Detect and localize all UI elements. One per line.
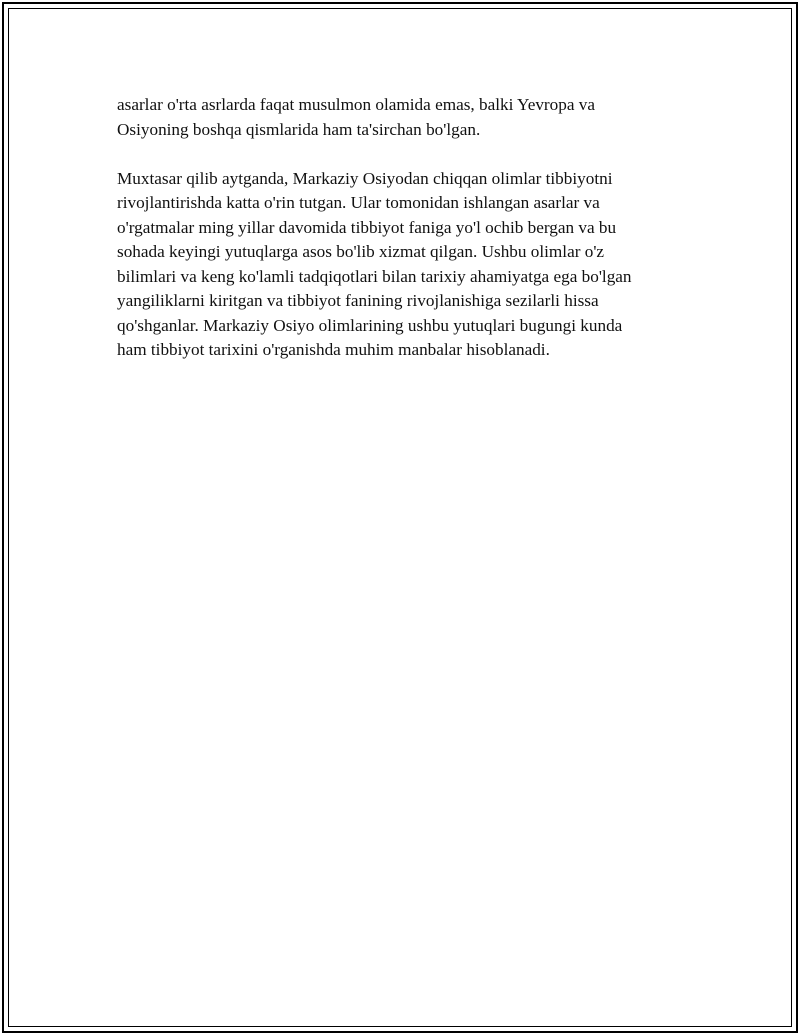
text-line: Muxtasar qilib aytganda, Markaziy Osiyodan chiqqan olimlar tibbiyotni [117,168,613,188]
text-line: bilimlari va keng ko'lamli tadqiqotlari bilan tarixiy ahamiyatga ega bo'lgan [117,266,632,286]
text-line: qo'shganlar. Markaziy Osiyo olimlarining ushbu yutuqlari bugungi kunda [117,315,623,335]
text-line: sohada keyingi yutuqlarga asos bo'lib xizmat qilgan. Ushbu olimlar o'z [117,242,605,261]
text-line: o'rgatmalar ming yillar davomida tibbiyot faniga yo'l ochib bergan va bu [117,217,617,237]
text-line: yangiliklarni kiritgan va tibbiyot fanining rivojlanishiga sezilarli hissa [117,291,599,310]
document-body [117,93,677,363]
text-line: ham tibbiyot tarixini o'rganishda muhim manbalar hisoblanadi. [117,340,550,359]
paragraph-conclusion [117,167,677,363]
text-line: asarlar o'rta asrlarda faqat musulmon olamida emas, balki Yevropa va [117,95,595,114]
text-line: rivojlantirishda katta o'rin tutgan. Ular tomonidan ishlangan asarlar va [117,193,600,212]
text-line: Osiyoning boshqa qismlarida ham ta'sirchan bo'lgan. [117,119,481,139]
paragraph-continuation [117,93,677,142]
